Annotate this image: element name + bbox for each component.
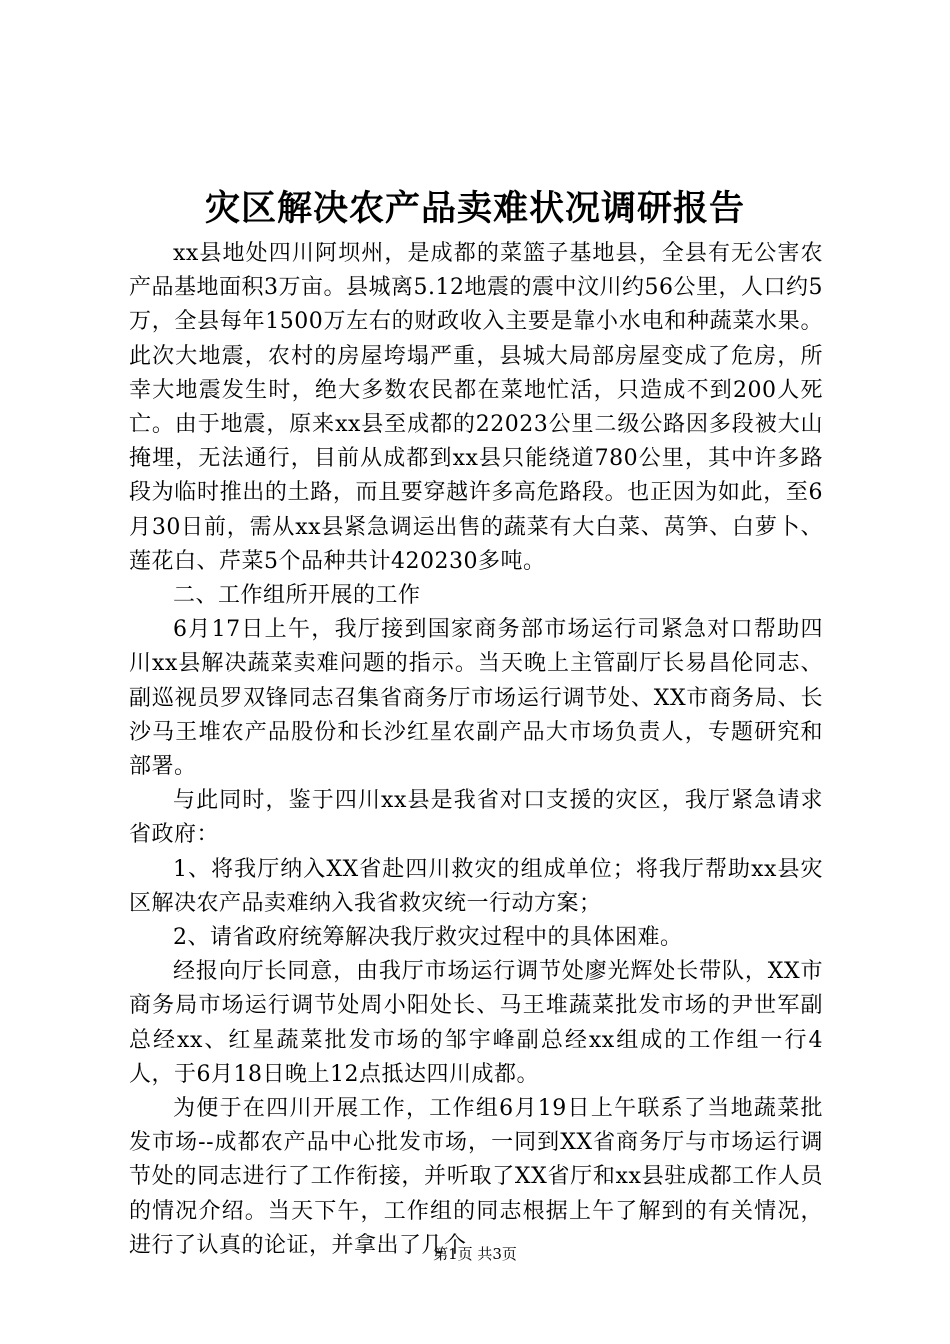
paragraph-team: 经报向厅长同意，由我厅市场运行调节处廖光辉处长带队，XX市商务局市场运行调节处周小阳处长、马王堆蔬菜批发市场的尹世军副总经xx、红星蔬菜批发市场的邹宇峰副总经xx组成的工作组一行4人，于6月18日晚上12点抵达四川成都。 xyxy=(129,959,823,1087)
document-title: 灾区解决农产品卖难状况调研报告 xyxy=(204,188,745,229)
page-footer: 第1页 共3页 xyxy=(433,1245,517,1263)
list-item-2: 2、请省政府统筹解决我厅救灾过程中的具体困难。 xyxy=(173,925,683,951)
paragraph-intro: xx县地处四川阿坝州，是成都的菜篮子基地县，全县有无公害农产品基地面积3万亩。县城离5.12地震的震中汶川约56公里，人口约5万，全县每年1500万左右的财政收入主要是靠小水电和种蔬菜水果。此次大地震，农村的房屋垮塌严重，县城大局部房屋变成了危房，所幸大地震发生时，绝大多数农民都在菜地忙活，只造成不到200人死亡。由于地震，原来xx县至成都的22023公里二级公路因多段被大山掩埋，无法通行，目前从成都到xx县只能绕道780公里，其中许多路段为临时推出的土路，而且要穿越许多高危路段。也正因为如此，至6月30日前，需从xx县紧急调运出售的蔬菜有大白菜、莴笋、白萝卜、莲花白、芹菜5个品种共计420230多吨。 xyxy=(129,241,823,574)
paragraph-work: 为便于在四川开展工作，工作组6月19日上午联系了当地蔬菜批发市场--成都农产品中心批发市场，一同到XX省商务厅与市场运行调节处的同志进行了工作衔接，并听取了XX省厅和xx县驻成都工作人员的情况介绍。当天下午，工作组的同志根据上午了解到的有关情况，进行了认真的论证，并拿出了几个 xyxy=(129,1096,823,1258)
section-heading: 二、工作组所开展的工作 xyxy=(173,583,421,609)
paragraph-request: 与此同时，鉴于四川xx县是我省对口支援的灾区，我厅紧急请求省政府： xyxy=(129,788,823,848)
list-item-1: 1、将我厅纳入XX省赴四川救灾的组成单位；将我厅帮助xx县灾区解决农产品卖难纳入我省救灾统一行动方案； xyxy=(129,856,823,916)
document-body xyxy=(129,237,823,1263)
paragraph-instruction: 6月17日上午，我厅接到国家商务部市场运行司紧急对口帮助四川xx县解决蔬菜卖难问题的指示。当天晚上主管副厅长易昌伦同志、副巡视员罗双锋同志召集省商务厅市场运行调节处、XX市商务局、长沙马王堆农产品股份和长沙红星农副产品大市场负责人，专题研究和部署。 xyxy=(129,617,823,780)
